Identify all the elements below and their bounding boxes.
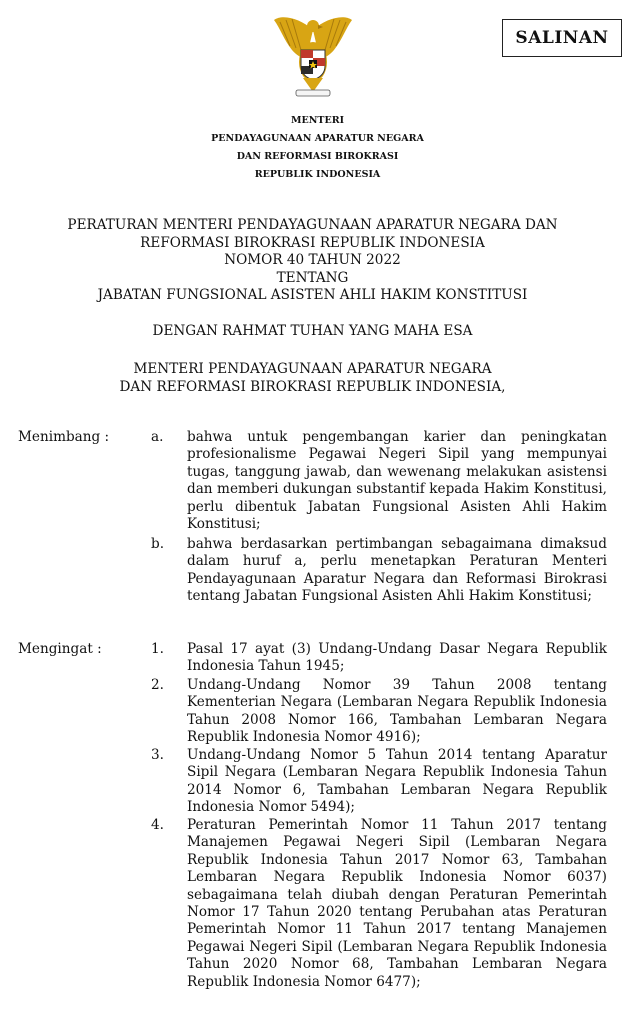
mengingat-marker: 2. xyxy=(151,677,164,693)
menteri-line: DAN REFORMASI BIROKRASI REPUBLIK INDONESIA, xyxy=(119,378,506,395)
salinan-stamp: SALINAN xyxy=(502,19,622,57)
rahmat-line: DENGAN RAHMAT TUHAN YANG MAHA ESA xyxy=(152,323,473,339)
garuda-pancasila-emblem-icon xyxy=(270,10,356,100)
ministry-line: REPUBLIK INDONESIA xyxy=(254,169,381,180)
title-line: REFORMASI BIROKRASI REPUBLIK INDONESIA xyxy=(140,234,485,251)
menimbang-item-text: bahwa untuk pengembangan karier dan peningkatan profesionalisme Pegawai Negeri Sipil yang mempunyai tugas, tanggung jawab, dan wewenang melakukan asistensi dan memberi dukungan substantif kepada Hakim Konstitusi, perlu dibentuk Jabatan Fungsional Asisten Ahli Hakim Konstitusi; xyxy=(187,429,607,533)
mengingat-marker: 1. xyxy=(151,641,164,657)
menimbang-label: Menimbang : xyxy=(18,429,110,445)
menteri-heading xyxy=(0,361,625,396)
menteri-line: MENTERI PENDAYAGUNAAN APARATUR NEGARA xyxy=(133,361,492,377)
title-line: JABATAN FUNGSIONAL ASISTEN AHLI HAKIM KONSTITUSI xyxy=(97,287,528,303)
title-line: PERATURAN MENTERI PENDAYAGUNAAN APARATUR NEGARA DAN xyxy=(67,217,558,233)
ministry-header xyxy=(0,112,635,184)
mengingat-marker: 3. xyxy=(151,747,164,763)
mengingat-marker: 4. xyxy=(151,817,164,833)
title-line: NOMOR 40 TAHUN 2022 xyxy=(224,252,401,268)
mengingat-item-text: Undang-Undang Nomor 39 Tahun 2008 tentang Kementerian Negara (Lembaran Negara Republik Indonesia Tahun 2008 Nomor 166, Tambahan Lembaran Negara Republik Indonesia Nomor 4916); xyxy=(187,677,607,746)
mengingat-item-text: Pasal 17 ayat (3) Undang-Undang Dasar Negara Republik Indonesia Tahun 1945; xyxy=(187,641,607,675)
ministry-line: PENDAYAGUNAAN APARATUR NEGARA xyxy=(211,133,424,144)
regulation-title xyxy=(0,217,625,305)
mengingat-item-text: Peraturan Pemerintah Nomor 11 Tahun 2017 tentang Manajemen Pegawai Negeri Sipil (Lembaran Negara Republik Indonesia Tahun 2017 Nomor 63, Tambahan Lembaran Negara Republik Indonesia Nomor 6037) sebagaimana telah diubah dengan Peraturan Pemerintah Nomor 17 Tahun 2020 tentang Perubahan atas Peraturan Pemerintah Nomor 11 Tahun 2017 tentang Manajemen Pegawai Negeri Sipil (Lembaran Negara Republik Indonesia Tahun 2020 Nomor 68, Tambahan Lembaran Negara Republik Indonesia Nomor 6477); xyxy=(187,817,607,990)
mengingat-item-text: Undang-Undang Nomor 5 Tahun 2014 tentang Aparatur Sipil Negara (Lembaran Negara Republik Indonesia Tahun 2014 Nomor 6, Tambahan Lembaran Negara Republik Indonesia Nomor 5494); xyxy=(187,747,607,816)
menimbang-marker: a. xyxy=(151,429,164,445)
title-line: TENTANG xyxy=(276,269,349,286)
ministry-line: MENTERI xyxy=(290,115,345,126)
menimbang-marker: b. xyxy=(151,536,165,552)
ministry-line: DAN REFORMASI BIROKRASI xyxy=(236,151,399,162)
menimbang-item-text: bahwa berdasarkan pertimbangan sebagaimana dimaksud dalam huruf a, perlu menetapkan Peraturan Menteri Pendayagunaan Aparatur Negara dan Reformasi Birokrasi tentang Jabatan Fungsional Asisten Ahli Hakim Konstitusi; xyxy=(187,536,607,605)
mengingat-label: Mengingat : xyxy=(18,641,102,657)
